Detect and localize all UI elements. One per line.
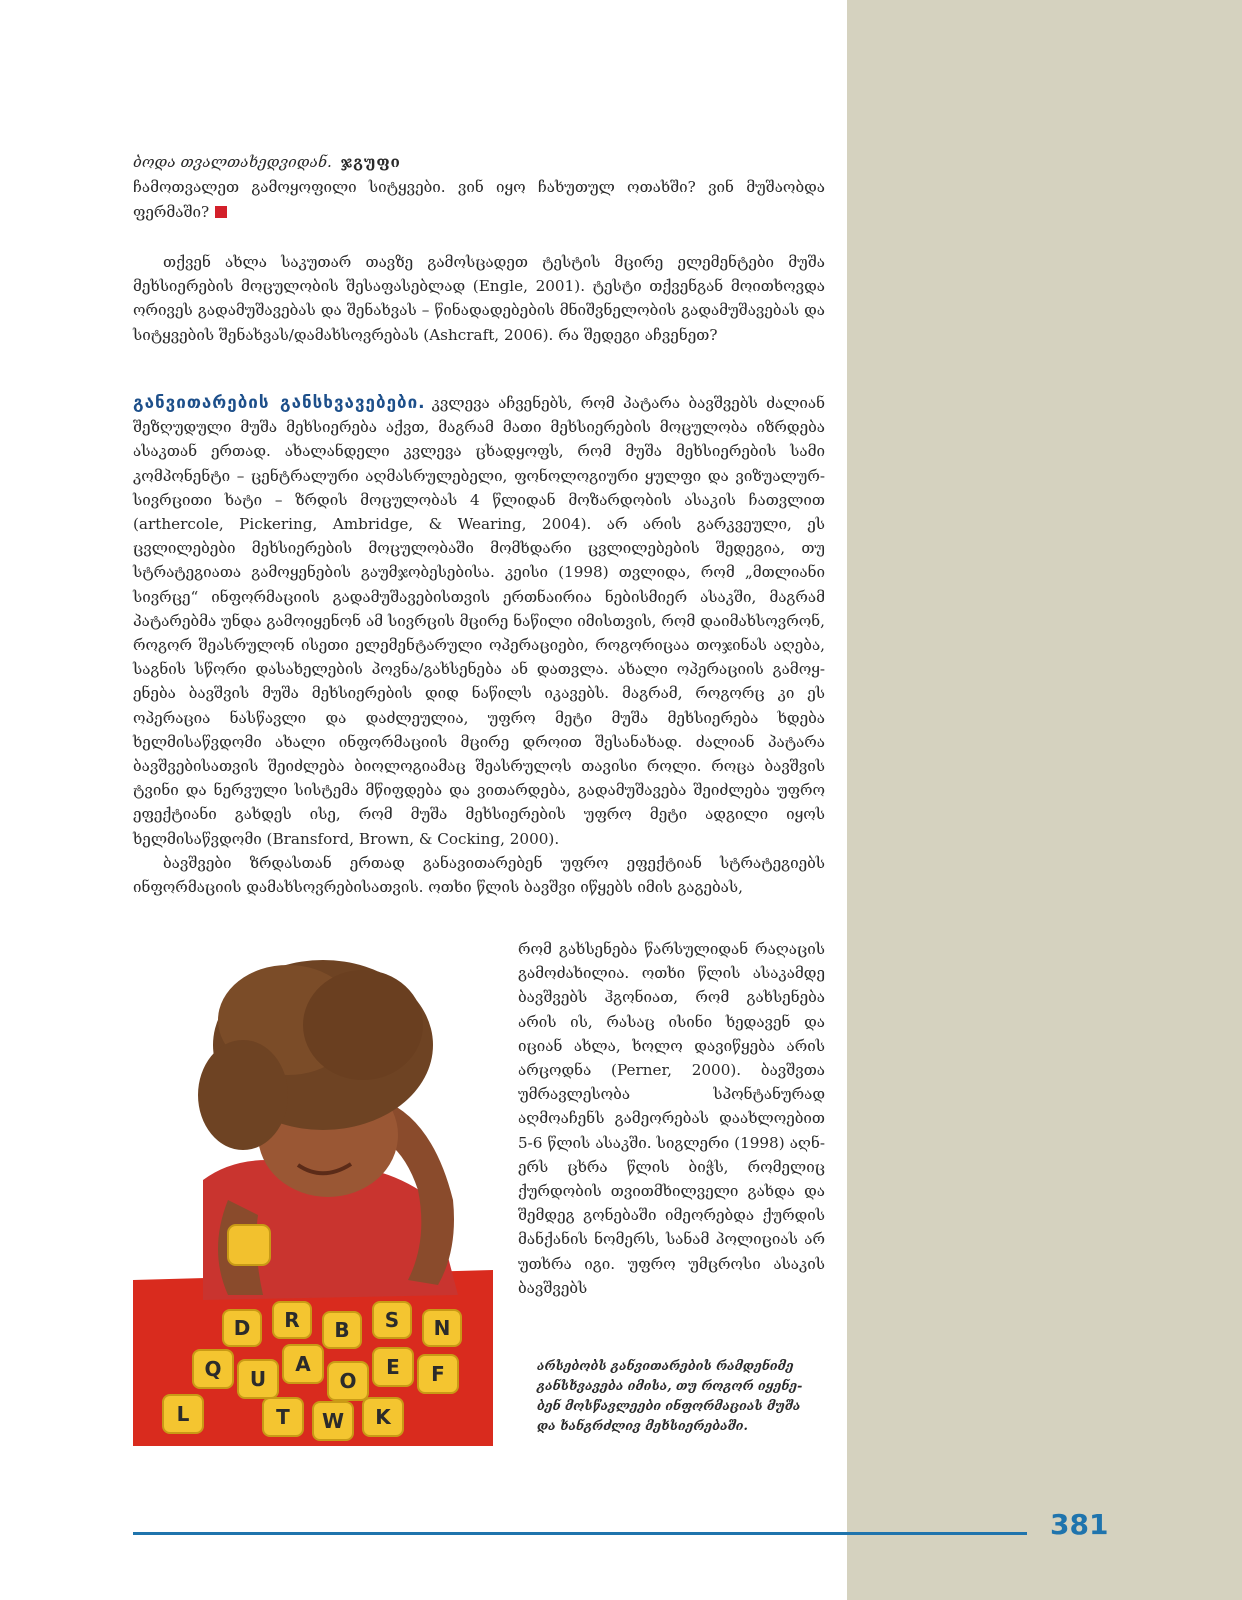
end-marker-icon [215, 206, 227, 218]
exercise-label: ჯგუფი [340, 153, 401, 171]
footer-rule [133, 1532, 1027, 1535]
die-letter: Q [204, 1357, 222, 1381]
die-letter: E [386, 1355, 400, 1379]
die-letter: O [339, 1369, 357, 1393]
section-paragraph-1-text: კვლევა აჩვენებს, რომ პატარა ბავშვებს ძალიან შეზღუდული მუშა მეხსიერება აქვთ, მაგრამ მათი მეხსიერების მოცულობა იზრდება ასაკთან ერთად. ახალანდელი კვლევა ცხადყოფს, რომ მუშა მეხსიერების სამი კომპონენტი – ცენტრალური აღმასრულებელი, ფონოლოგიური ყულფი და ვიზუალურ-სივრცითი ხატი – ზრდის მოცულობას 4 წლიდან მოზარდობის ასაკის ჩათვლით (arthercole, Pickering, Ambridge, & Wearing, 2004). არ არის გარკვეული, ეს ცვლილებები მეხსიერების მოცულობაში მომხდარი ცვლილებების შედეგია, თუ სტრატეგიათა გამოყენების გაუმჯობესებისა. კეისი (1998) თვლიდა, რომ „მთლიანი სივრცე“ ინფორმაციის გადამუშავებისთვის ერთნაირია ნებისმიერ ასაკში, მაგრამ პატარებმა უნდა გამოიყენონ ამ სივრცის მცირე ნაწილი იმისთვის, რომ დაიმახსოვრონ, როგორ შეასრულონ ისეთი ელემენტარული ოპერაციები, როგორიცაა თოჯინას აღება, საგნის სწორი დასახელების პოვნა/გახსენება ან დათვლა. ახალი ოპერაციის გამოყენება ბავშვის მუშა მეხსიერების დიდ ნაწილს იკავებს. მაგრამ, როგორც კი ეს ოპერაცია ნასწავლი და დაძლეულია, უფრო მეტი მუშა მეხსიერება ხდება ხელმისაწვდომი ახალი ინფორმაციის მცირე დროით შესანახად. ძალიან პატარა ბავშვებისათვის შეიძლება ბიოლოგიამაც შეასრულოს თავისი როლი. როცა ბავშვის ტვინი და ნერვული სისტემა მწიფდება და ვითარდება, გადამუშავება შეიძლება უფრო ეფექტიანი გახდეს ისე, რომ მუშა მეხსიერების უფრო მეტი ადგილი იყოს ხელმისაწვდომი (Bransford, Brown, & Cocking, 2000). [133, 394, 826, 848]
die-letter: A [295, 1352, 311, 1376]
photo-illustration [133, 950, 493, 1446]
section-paragraph-1 [133, 391, 825, 851]
margin-band [847, 0, 1242, 1600]
page-number: 381 [1050, 1508, 1109, 1541]
die-letter: U [249, 1367, 267, 1391]
die-letter: S [384, 1308, 400, 1332]
die-letter: B [334, 1318, 350, 1342]
section-paragraph-2: ბავშვები ზრდასთან ერთად განავითარებენ უფრო ეფექტიან სტრატეგიებს ინფორმაციის დამახსოვრებისათვის. ოთხი წლის ბავშვი იწყებს იმის გაგებას, [133, 853, 825, 897]
exercise-lead: ბოდა თვალთახედვიდან. [133, 153, 332, 171]
exercise-lead-line [133, 150, 825, 175]
die-letter: N [433, 1316, 451, 1340]
die-letter: R [284, 1308, 300, 1332]
die-letter: K [375, 1405, 391, 1429]
child-with-dice-photo [133, 950, 493, 1446]
die-letter: F [431, 1362, 445, 1386]
die-letter: L [176, 1402, 190, 1426]
exercise-block [133, 150, 825, 225]
exercise-text: ჩამოთვალეთ გამოყოფილი სიტყვები. ვინ იყო ჩახუთულ ოთახში? ვინ მუშაობდა ფერმაში? [133, 178, 825, 221]
development-section [133, 391, 825, 899]
exercise-question [133, 175, 825, 225]
wrapped-text-column: რომ გახსენება წარსულიდან რაღაცის გამოძახილია. ოთხი წლის ასაკამდე ბავშვებს ჰგონიათ, რომ გახსენება არის ის, რასაც ისინი ხედავენ და იციან ახლა, ხოლო დავიწყება არის არცოდნა (Perner, 2000). ბავშვთა უმრავლესობა სპონტანურად აღმოაჩენს გამეორებას დაახლოებით 5-6 წლის ასაკში. სიგლერი (1998) აღნერს ცხრა წლის ბიჭს, რომელიც ქურდობის თვითმხილველი გახდა და შემდეგ გონებაში იმეორებდა ქურდის მანქანის ნომერს, სანამ პოლიციას არ უთხრა იგი. უფრო უმცროსი ასაკის ბავშვებს [518, 940, 825, 1297]
die-letter: W [321, 1409, 345, 1433]
die-letter: D [233, 1316, 251, 1340]
intro-block [133, 250, 825, 347]
intro-paragraph: თქვენ ახლა საკუთარ თავზე გამოსცადეთ ტესტის მცირე ელემენტები მუშა მეხსიერების მოცულობის შესაფასებლად (Engle, 2001). ტესტი თქვენგან მოითხოვდა ორივეს გადამუშავებას და შენახვას – წინადადებების მნიშვნელობის გადამუშავებას და სიტყვების შენახვას/დამახსოვრებას (Ashcraft, 2006). რა შედეგი აჩვენეთ? [133, 253, 825, 344]
die-letter: T [276, 1405, 290, 1429]
figure-caption: არსებობს განვითარების რამდენიმე განსხვავება იმისა, თუ როგორ იყენებენ მოსწავლეები ინფორმაციას მუშა და ხანგრძლივ მეხსიერებაში. [537, 1358, 803, 1433]
section-heading: განვითარების განსხვავებები. [133, 393, 426, 413]
